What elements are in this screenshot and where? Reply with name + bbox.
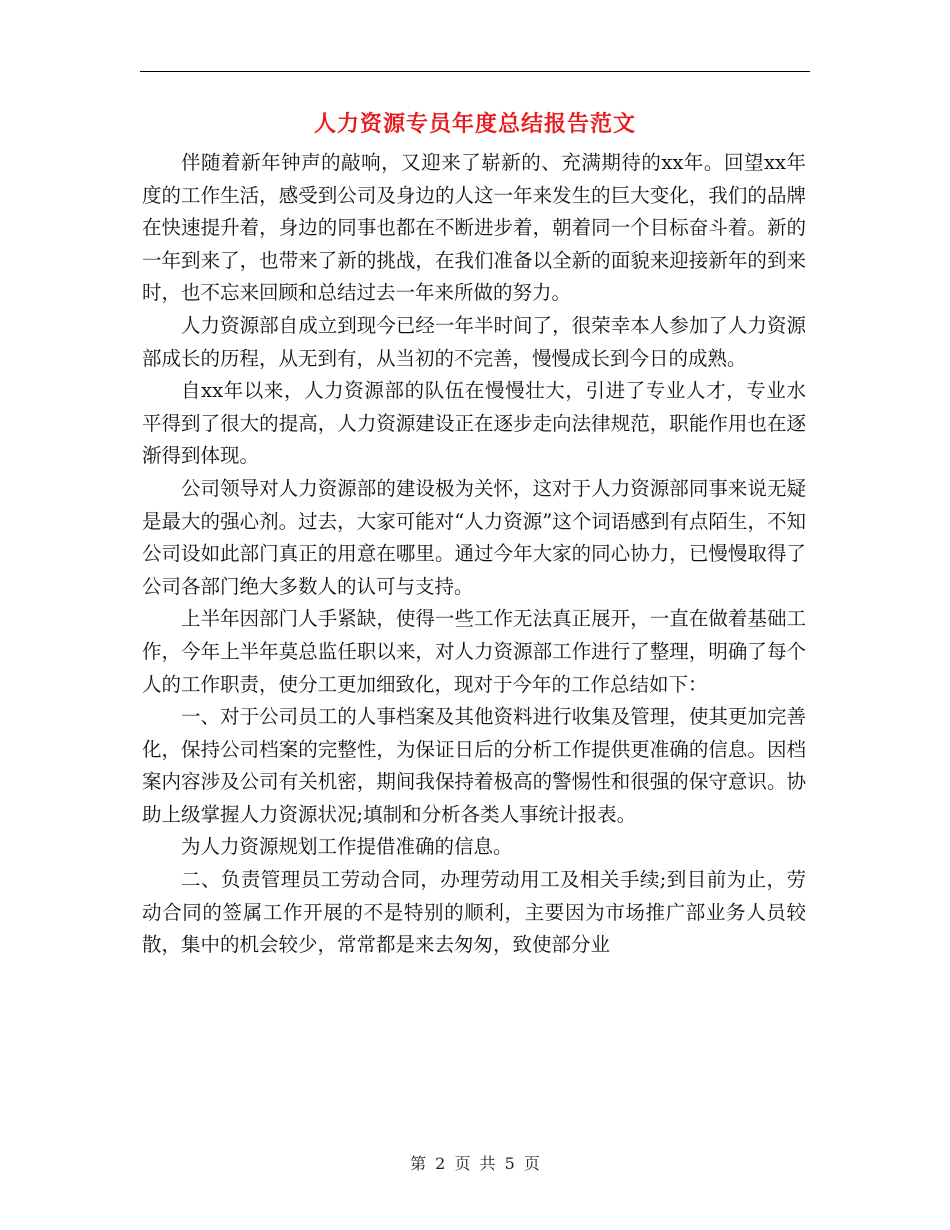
document-body [142,147,806,962]
paragraph-4: 公司领导对人力资源部的建设极为关怀，这对于人力资源部同事来说无疑是最大的强心剂。过去，大家可能对“人力资源”这个词语感到有点陌生，不知公司设如此部门真正的用意在哪里。通过今年大家的同心协力，已慢慢取得了公司各部门绝大多数人的认可与支持。 [142,476,806,598]
paragraph-8: 二、负责管理员工劳动合同，办理劳动用工及相关手续;到目前为止，劳动合同的签属工作开展的不是特别的顺利，主要因为市场推广部业务人员较散，集中的机会较少，常常都是来去匆匆，致使部分业 [142,868,806,957]
paragraph-5: 上半年因部门人手紧缺，使得一些工作无法真正展开，一直在做着基础工作，今年上半年莫总监任职以来，对人力资源部工作进行了整理，明确了每个人的工作职责，使分工更加细致化，现对于今年的工作总结如下： [142,607,806,696]
paragraph-3: 自xx年以来，人力资源部的队伍在慢慢壮大，引进了专业人才，专业水平得到了很大的提高，人力资源建设正在逐步走向法律规范，职能作用也在逐渐得到体现。 [142,379,806,468]
paragraph-7: 为人力资源规划工作提借准确的信息。 [181,835,513,859]
paragraph-2: 人力资源部自成立到现今已经一年半时间了，很荣幸本人参加了人力资源部成长的历程，从无到有，从当初的不完善，慢慢成长到今日的成熟。 [142,313,806,370]
paragraph-1: 伴随着新年钟声的敲响，又迎来了崭新的、充满期待的xx年。回望xx年度的工作生活，感受到公司及身边的人这一年来发生的巨大变化，我们的品牌在快速提升着，身边的同事也都在不断进步着，朝着同一个目标奋斗着。新的一年到来了，也带来了新的挑战，在我们准备以全新的面貌来迎接新年的到来时，也不忘来回顾和总结过去一年来所做的努力。 [142,151,806,305]
header-rule [140,71,810,72]
paragraph-6: 一、对于公司员工的人事档案及其他资料进行收集及管理，使其更加完善化，保持公司档案的完整性，为保证日后的分析工作提供更准确的信息。因档案内容涉及公司有关机密，期间我保持着极高的警惕性和很强的保守意识。协助上级掌握人力资源状况;填制和分析各类人事统计报表。 [142,705,806,826]
page-number: 第 2 页 共 5 页 [410,1154,540,1173]
document-title: 人力资源专员年度总结报告范文 [313,111,636,137]
